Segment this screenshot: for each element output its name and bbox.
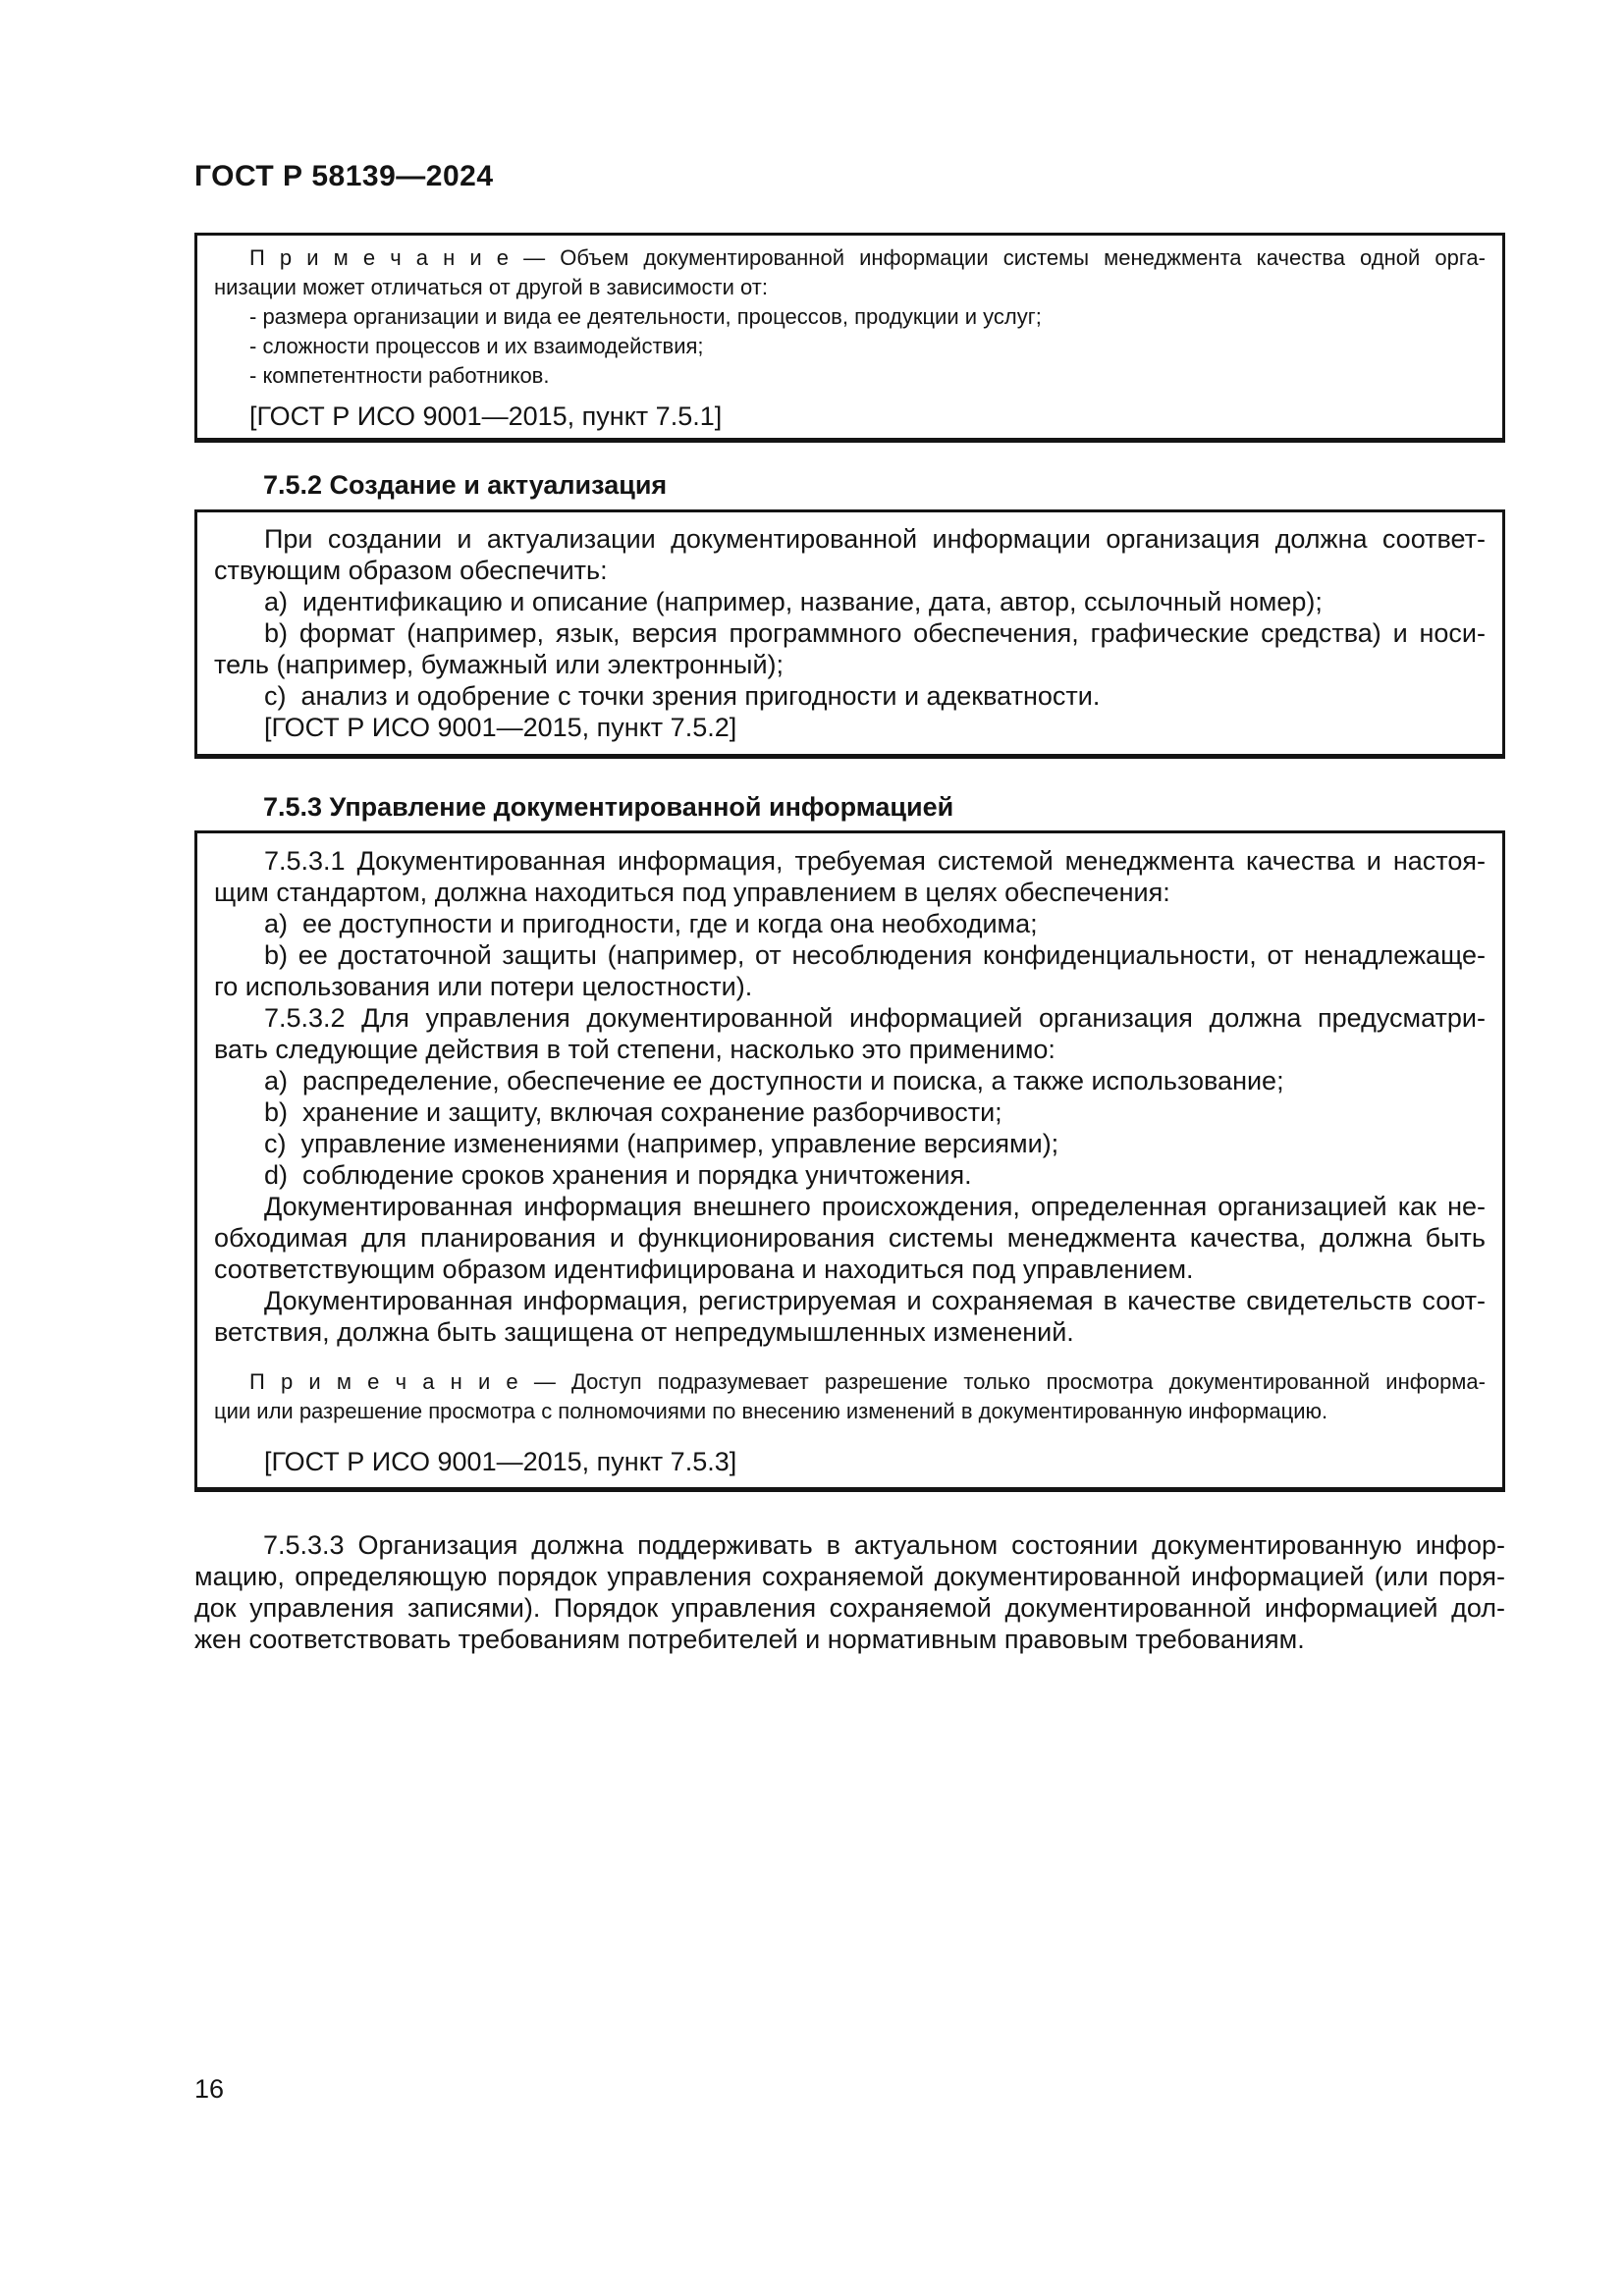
text-line: П р и м е ч а н и е — Доступ подразумевает разрешение только просмотра документированной информа- — [249, 1369, 1486, 1394]
text-line: b) хранение и защиту, включая сохранение разборчивости; — [264, 1097, 1002, 1127]
text-line: 7.5.3.2 Для управления документированной информацией организация должна предусматри- — [264, 1003, 1486, 1033]
text-line: - размера организации и вида ее деятельности, процессов, продукции и услуг; — [249, 304, 1042, 329]
paragraph-7-5-3-3 — [194, 1529, 1505, 1655]
text-line: [ГОСТ Р ИСО 9001—2015, пункт 7.5.1] — [249, 401, 723, 431]
text-line: 7.5.3.3 Организация должна поддерживать в актуальном состоянии документированную инфор- — [263, 1530, 1505, 1560]
text-line: обходимая для планирования и функционирования системы менеджмента качества, должна быть — [214, 1223, 1486, 1253]
text-line: [ГОСТ Р ИСО 9001—2015, пункт 7.5.3] — [264, 1447, 737, 1476]
text-line: тель (например, бумажный или электронный); — [214, 650, 785, 679]
iso-quote-box-7-5-1 — [194, 233, 1505, 443]
document-title: ГОСТ Р 58139—2024 — [194, 160, 494, 192]
text-line: - компетентности работников. — [249, 363, 550, 388]
text-line: 7.5.3.1 Документированная информация, требуемая системой менеджмента качества и настоя- — [264, 846, 1486, 876]
text-line: a) идентификацию и описание (например, название, дата, автор, ссылочный номер); — [264, 587, 1323, 616]
text-line: го использования или потери целостности). — [214, 972, 753, 1001]
text-line: П р и м е ч а н и е — Объем документированной информации системы менеджмента качества одной орга- — [249, 245, 1486, 270]
page-number: 16 — [194, 2074, 225, 2104]
iso-quote-box-7-5-3 — [194, 830, 1505, 1492]
text-line: При создании и актуализации документированной информации организация должна соответ- — [264, 524, 1486, 554]
text-line: Документированная информация, регистрируемая и сохраняемая в качестве свидетельств соот- — [264, 1286, 1486, 1315]
text-line: ветствия, должна быть защищена от непредумышленных изменений. — [214, 1317, 1074, 1347]
text-line: мацию, определяющую порядок управления сохраняемой документированной информацией (или поря- — [194, 1562, 1505, 1591]
text-line: док управления записями). Порядок управления сохраняемой документированной информацией дол- — [194, 1593, 1505, 1623]
text-line: d) соблюдение сроков хранения и порядка уничтожения. — [264, 1160, 972, 1190]
text-line: a) распределение, обеспечение ее доступности и поиска, а также использование; — [264, 1066, 1284, 1095]
text-line: щим стандартом, должна находиться под управлением в целях обеспечения: — [214, 878, 1170, 907]
text-line: вать следующие действия в той степени, насколько это применимо: — [214, 1035, 1056, 1064]
text-line: ции или разрешение просмотра с полномочиями по внесению изменений в документированную информацию. — [214, 1399, 1328, 1423]
text-line: a) ее доступности и пригодности, где и когда она необходима; — [264, 909, 1038, 938]
text-line: ствующим образом обеспечить: — [214, 556, 608, 585]
text-line: b) формат (например, язык, версия программного обеспечения, графические средства) и носи- — [264, 618, 1486, 648]
text-line: [ГОСТ Р ИСО 9001—2015, пункт 7.5.2] — [264, 713, 737, 742]
iso-quote-box-7-5-2 — [194, 509, 1505, 759]
text-line: - сложности процессов и их взаимодействия; — [249, 334, 704, 358]
text-line: низации может отличаться от другой в зависимости от: — [214, 275, 768, 299]
section-heading-7-5-3: 7.5.3 Управление документированной информацией — [263, 792, 954, 822]
text-line: Документированная информация внешнего происхождения, определенная организацией как не- — [264, 1192, 1486, 1221]
section-heading-7-5-2: 7.5.2 Создание и актуализация — [263, 470, 668, 500]
text-line: b) ее достаточной защиты (например, от несоблюдения конфиденциальности, от ненадлежаще- — [264, 940, 1486, 970]
text-line: c) анализ и одобрение с точки зрения пригодности и адекватности. — [264, 681, 1101, 711]
text-line: жен соответствовать требованиям потребителей и нормативным правовым требованиям. — [194, 1625, 1305, 1654]
text-line: соответствующим образом идентифицирована и находиться под управлением. — [214, 1255, 1194, 1284]
text-line: c) управление изменениями (например, управление версиями); — [264, 1129, 1059, 1158]
